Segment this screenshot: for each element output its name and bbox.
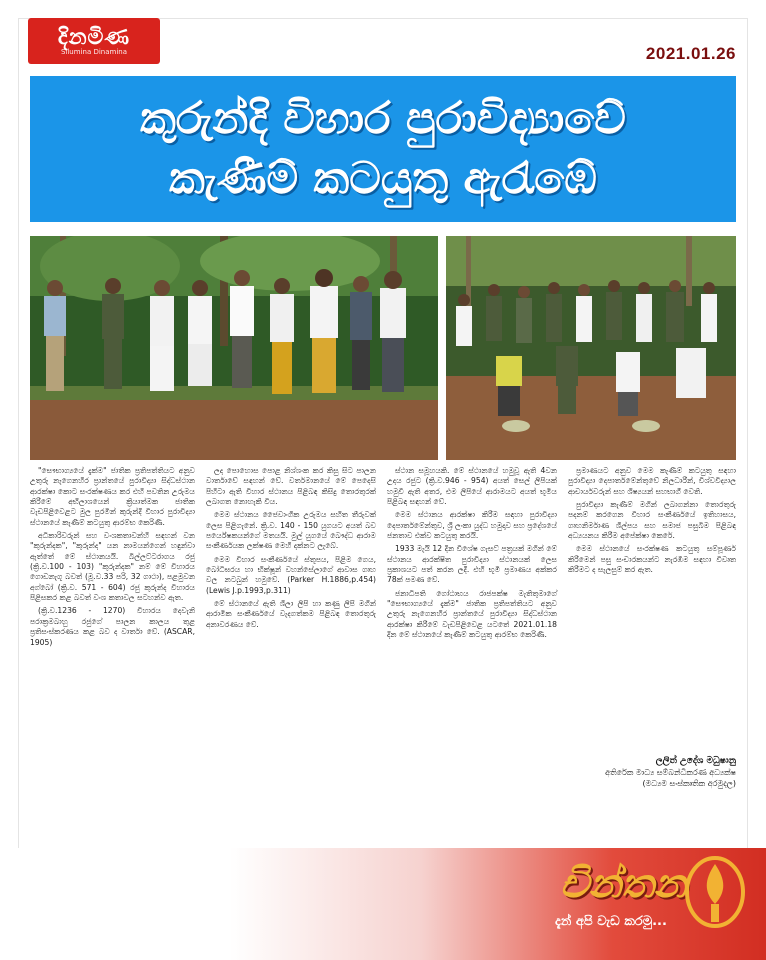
paragraph: මෙම ස්ථානයේ සංරක්ෂණ කටයුතු සම්පූර්ණ කිරීමෙන් පසු සංචාරකයන්ට නැරඹීම සඳහා විවෘත කිරීමට ද සැලසුම් කර ඇත. <box>568 544 736 575</box>
article-column-4 <box>568 466 736 578</box>
paragraph: මෙම ස්ථානය ජෛවාංගික උරුමය සහිත තීරුවක් ලෙස පිළිගැනේ. ක්‍රි.ව. 140 - 150 යුගයට අයත් බව පර්යේෂකයන්ගේ මතයයි. මුල් යුගයේ බෞද්ධ ආරාම සංකීර්ණයක ලක්ෂණ මෙහි දක්නට ලැබේ. <box>206 510 376 551</box>
paragraph: ලද පොහොස පොළ නිශ්ශංක කර කිසු සිට පාලන වාර්තාවේ සඳහන් වේ. වර්තමානයේ මේ පෙදෙසි පිහිටා ඇති විහාර ස්ථානය පිළිබඳ කිසිදු තොරතුරක් ලබාගත නොහැකි විය. <box>206 466 376 507</box>
headline-banner <box>30 76 736 222</box>
author-title: අතිරේක මාධ්‍ය සම්බන්ධීකරණ අධ්‍යක්ෂ <box>605 768 736 777</box>
paragraph: ස්ථාන සමූහයකි. මේ ස්ථානයේ හමුවූ ඇති 4වන උදය රජුට (ක්‍රි.ව.946 - 954) අයත් සෙල් ලිපියක් හමුවී ඇති අතර, එම ලිපියේ ආරාමයට අයත් භූමිය පිළිබඳ සඳහන් වේ. <box>387 466 557 507</box>
headline-line-2: කැණීම් කටයුතු ඇරැඹේ <box>169 153 597 204</box>
article-column-3 <box>387 466 557 644</box>
paragraph: (ක්‍රි.ව.1236 - 1270) විහාරය දෙවැනි පරාක්‍රමබාහු රජුගේ පාලන කාලය තුළ ප්‍රතිසංස්කරණය කළ බව ද වාර්තා වේ. (ASCAR, 1905) <box>30 606 195 647</box>
newspaper-logo <box>28 18 160 64</box>
author-department: (මධ්‍යම සංස්කෘතික අරමුදල) <box>642 779 736 788</box>
paragraph: මෙම විහාර සංකීර්ණයේ ස්තූපය, පිළිම ගෙය, බෝධිඝරය හා භික්ෂූන් වහන්සේලාගේ ආවාස ගෘහ වල නටබුන් හමුවේ. (Parker H.1886,p.454) (Lewis J.p.1993,p.311) <box>206 554 376 595</box>
paragraph: මේ ස්ථානයේ ඇති ශිලා ලිපි හා කණු ලිපි මගින් ආරාමික සංකීර්ණයේ වැදගත්කම පිළිබඳ තොරතුරු අනාවරණය වේ. <box>206 599 376 629</box>
crowd-group <box>456 280 717 346</box>
paragraph: "සෞභාග්‍යයේ දැක්ම" ජාතික ප්‍රතිපත්තියට අනුව උතුරු නැගෙනහිර ප්‍රාන්තයේ පුරාවිද්‍යා සිද්ධස්ථාන ආරක්ෂා කොට සංරක්ෂණය කර එහි පවතින උරුමය කිරීමේ අභිලාශයෙන් ක්‍රියාත්මක ජාතික වැඩපිළිවෙළට මුල පුරමින් කුරුන්දි විහාර පුරාවිද්‍යා ස්ථානයේ කැණීම් කටයුතු ආරම්භ කෙරිණි. <box>30 466 195 527</box>
paragraph: අධිකාරිවරුන් සහ වංශකතාවන්හි සඳහන් වන "කුරුන්දක", "කුරුන්ද" යන නාමයන්ගෙන් හඳුන්වා ඇත්තේ මේ ස්ථානයයි. බිල්ලට්ටරාගය රජු (ක්‍රි.ව.100 - 103) "කුරුන්දක" නම් මේ විහාරය ගොඩනැගූ බවත් (මූ.ව.33 පරි, 32 ගාථා), පළමුවන අග්බෝ (ක්‍රි.ව. 571 - 604) රජු කුරුන්ද විහාරය පිළිසකර කළ බවත් වංශ කතාවල සටහන්ව ඇත. <box>30 531 195 603</box>
campaign-slogan: දැන් අපි වැඩ කරමු... <box>555 914 667 929</box>
headline-line-1: කුරුන්දි විහාර පුරාවිද්‍යාවේ <box>140 93 626 144</box>
paragraph: ප්‍රමාණයට අනුව මෙම කැණීම් කටයුතු සඳහා පුරාවිද්‍යා දෙපාර්තමේන්තුවේ නිලධාරීන්, විශ්වවිද්‍යාල ආචාර්යවරුන් සහ ශිෂ්‍යයන් සහභාගී වෙති. <box>568 466 736 496</box>
article-column-1 <box>30 466 195 651</box>
photo-excavation-start <box>446 236 736 460</box>
publication-date: 2021.01.26 <box>645 44 736 63</box>
paragraph: මෙම ස්ථානය ආරක්ෂා කිරීම සඳහා පුරාවිද්‍යා දෙපාර්තමේන්තුව, ශ්‍රී ලංකා යුද්ධ හමුදාව සහ ප්‍රදේශයේ ජනතාව එක්ව කටයුතු කරයි. <box>387 510 557 541</box>
logo-subtitle: Silumina Dinamina <box>60 47 128 56</box>
lamp-emblem-icon <box>680 852 750 930</box>
campaign-brand: චින්තන <box>560 860 687 907</box>
photo-excavation-illustration <box>446 236 736 460</box>
paragraph: ජනාධිපති ගෝඨාභය රාජපක්ෂ මැතිතුමාගේ "සෞභාග්‍යයේ දැක්ම" ජාතික ප්‍රතිපත්තියට අනුව උතුරු නැගෙනහිර ප්‍රාන්තයේ පුරාවිද්‍යා සිද්ධස්ථාන ආරක්ෂා කිරීමේ වැඩපිළිවෙළ යටතේ 2021.01.18 දින මේ ස්ථානයේ කැණීම් කටයුතු ආරම්භ කෙරිණි. <box>387 588 557 640</box>
paragraph: 1933 මැයි 12 දින විශේෂ ගැසට් පත්‍රයක් මගින් මේ ස්ථානය ආරක්ෂිත පුරාවිද්‍යා ස්ථානයක් ලෙස ප්‍රකාශයට පත් කරන ලදී. එහි භූමි ප්‍රමාණය අක්කර 78ක් පමණ වේ. <box>387 544 557 585</box>
paragraph: පුරාවිද්‍යා කැණීම් මගින් ලබාගන්නා තොරතුරු පදනම් කරගෙන විහාර සංකීර්ණයේ ඉතිහාසය, ගෘහනිර්මාණ ශිල්පය සහ සමාජ පසුබිම පිළිබඳ අධ්‍යයනය කිරීම අපේක්ෂා කෙරේ. <box>568 500 736 541</box>
author-byline <box>570 756 736 789</box>
article-column-2 <box>206 466 376 633</box>
author-name: ලලිත් උදේශ මධුෂානු <box>655 756 736 766</box>
logo-name: දිනමිණ <box>57 23 131 50</box>
photo-officials-illustration <box>30 236 438 460</box>
article-body <box>30 466 736 842</box>
photo-officials-group <box>30 236 438 460</box>
